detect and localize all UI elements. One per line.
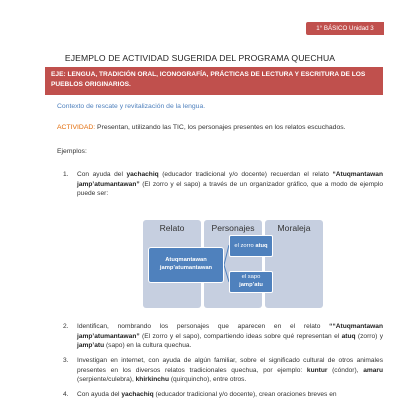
item-text: (quirquincho), entre otros. (168, 376, 247, 384)
list-item-1 (63, 170, 383, 199)
item-number: 2. (63, 323, 69, 330)
column-header: Moraleja (277, 223, 311, 233)
item-text: (serpiente/culebra), (77, 376, 136, 384)
item-bold: “Atuqmantawan jamp’atumantawan” (77, 171, 383, 188)
character-text: el zorro (234, 243, 256, 249)
list-item-2 (63, 322, 384, 351)
column-header: Relato (159, 223, 185, 233)
character-text: el sapo (241, 274, 261, 280)
item-bold: yachachiq (121, 391, 154, 398)
character-bold: atuq (255, 243, 268, 249)
character-bold: jamp’atu (239, 282, 263, 288)
axis-banner: EJE: LENGUA, TRADICIÓN ORAL, ICONOGRAFÍA, PRÁCTICAS DE LECTURA Y ESCRITURA DE LOS PUEBLOS ORIGINARIOS. (45, 67, 383, 95)
item-bold: ““Atuqmantawan jamp’atumantawan” (77, 323, 383, 340)
item-text: Identifican, nombrando los personajes que aparecen en el relato (77, 323, 330, 330)
item-text: Con ayuda del (77, 171, 127, 178)
activity-line (57, 124, 346, 131)
item-number: 3. (63, 357, 69, 364)
character-box-sapo (229, 271, 273, 293)
item-text: (El zorro y el sapo) a través de un organizador gráfico, que a modo de ejemplo puede ser: (77, 180, 383, 198)
item-text: (educador tradicional y/o docente), crean oraciones breves en (153, 391, 337, 398)
examples-label: Ejemplos: (57, 148, 87, 155)
item-text: Investigan en internet, con ayuda de algún familiar, sobre el significado cultural de otros animales presentes en los diversos relatos tradicionales quechua, por ejemplo: (77, 357, 383, 374)
item-number: 1. (63, 171, 69, 178)
item-bold: amaru (363, 366, 383, 374)
context-line: Contexto de rescate y revitalización de la lengua. (57, 103, 206, 110)
item-text: (cóndor), (327, 366, 364, 374)
item-bold: atuq (341, 332, 356, 340)
item-text: (sapo) en la cultura quechua. (104, 342, 192, 350)
grade-unit-badge: 1° BÁSICO Unidad 3 (306, 22, 384, 35)
item-bold: kuntur (306, 366, 328, 374)
item-text: (zorro) y (355, 332, 384, 340)
item-text: (educador tradicional y/o docente) recuerdan el relato (158, 171, 333, 178)
item-bold: jamp’atu (77, 342, 105, 350)
item-bold: khirkinchu (135, 376, 169, 384)
list-item-4 (63, 390, 383, 400)
activity-text: Presentan, utilizando las TIC, los personajes presentes en los relatos escuchados. (95, 124, 346, 131)
activity-label: ACTIVIDAD: (57, 124, 96, 131)
column-header: Personajes (211, 223, 255, 233)
graphic-organizer (143, 220, 323, 308)
item-number: 4. (63, 391, 69, 398)
story-box: Atuqmantawan jamp’atumantawan (148, 247, 224, 283)
item-text: Con ayuda del (77, 391, 122, 398)
character-box-zorro (229, 235, 273, 257)
item-text: (El zorro y el sapo), compartiendo ideas sobre qué representan el (139, 332, 342, 340)
item-bold: yachachiq (126, 171, 159, 178)
list-item-3 (63, 356, 383, 385)
page-title: EJEMPLO DE ACTIVIDAD SUGERIDA DEL PROGRAMA QUECHUA (64, 53, 336, 63)
